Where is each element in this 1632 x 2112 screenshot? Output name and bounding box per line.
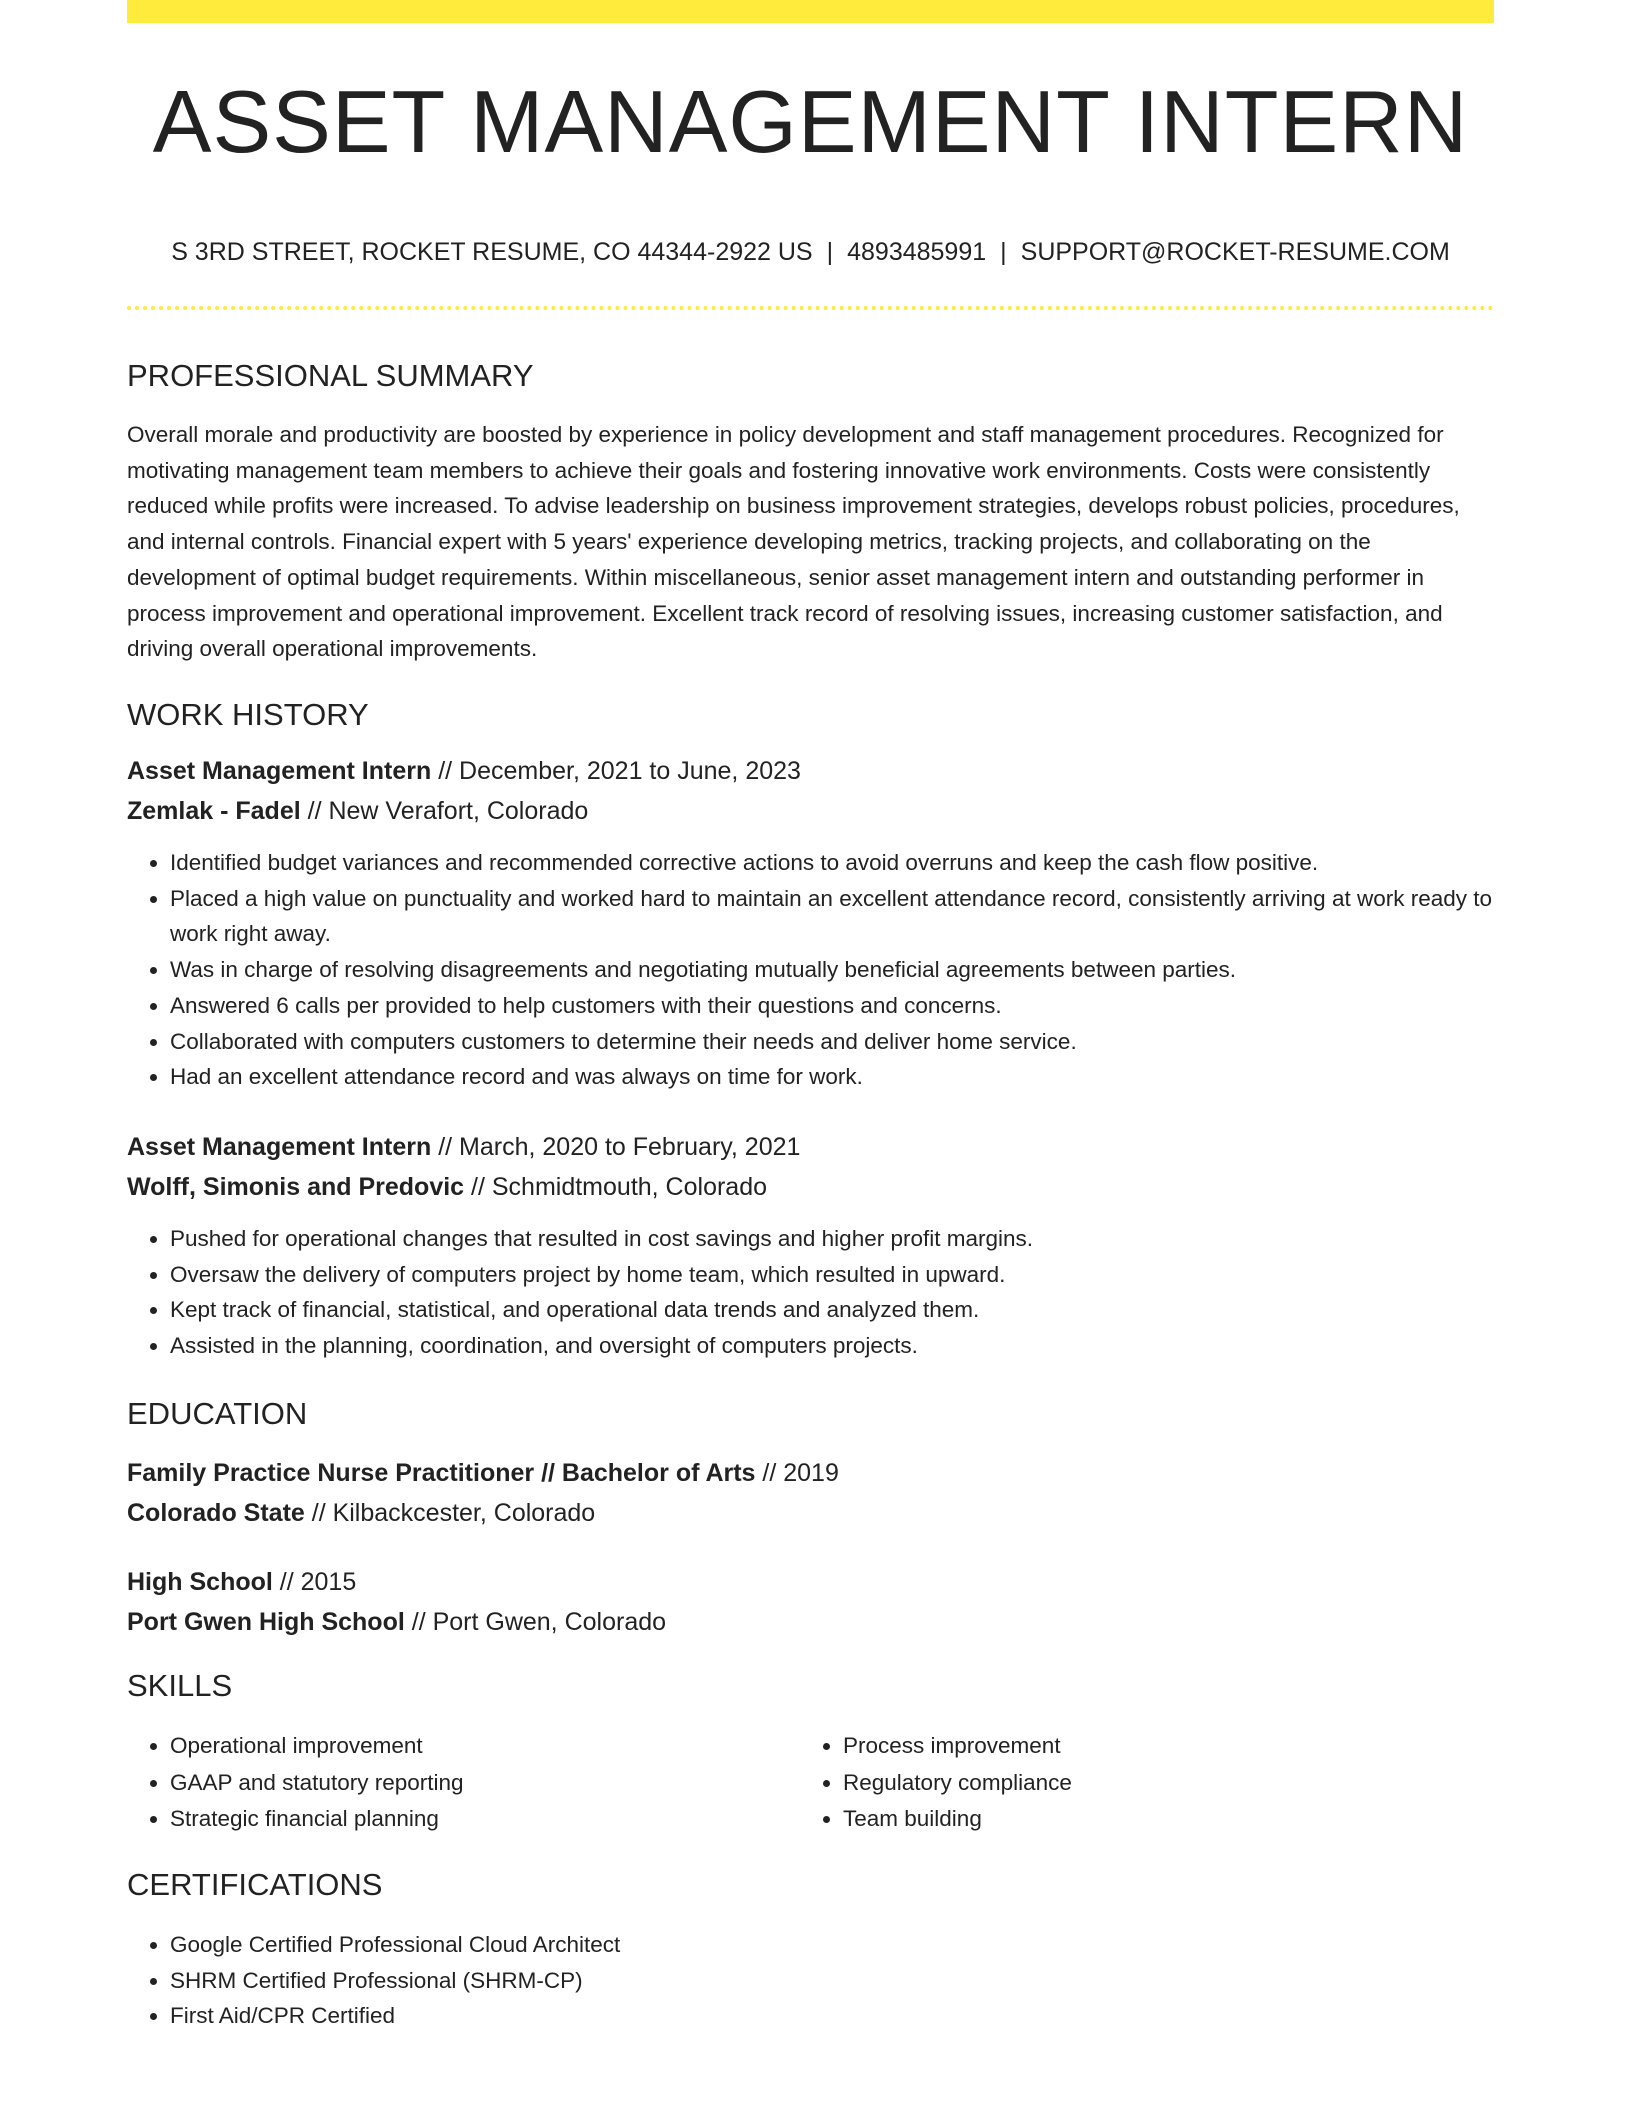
education-school-line [127, 1501, 595, 1526]
job-company: Wolff, Simonis and Predovic [127, 1173, 465, 1201]
list-item: • Strategic financial planning [170, 1801, 810, 1838]
resume-name: ASSET MANAGEMENT INTERN [152, 72, 1469, 171]
email: SUPPORT@ROCKET-RESUME.COM [1020, 238, 1450, 266]
certifications-list [127, 1927, 1537, 2034]
job-role: Asset Management Intern [127, 1133, 432, 1161]
list-item: • Answered 6 calls per provided to help customers with their questions and concerns. [170, 988, 1537, 1024]
job-location: // Schmidtmouth, Colorado [464, 1173, 768, 1201]
job-dates: // March, 2020 to February, 2021 [431, 1133, 801, 1161]
summary-text: Overall morale and productivity are boosted by experience in policy development and staff management procedures. Recognized for motivating management team members to achieve their goals and fostering innovative work environments. Costs were consistently reduced while profits were increased. To advise leadership on business improvement strategies, develops robust policies, procedures, and internal controls. Financial expert with 5 years' experience developing metrics, tracking projects, and collaborating on the development of optimal budget requirements. Within miscellaneous, senior asset management intern and outstanding performer in process improvement and operational improvement. Excellent track record of resolving issues, increasing customer satisfaction, and driving overall operational improvements. [127, 422, 1460, 662]
list-item: • Was in charge of resolving disagreements and negotiating mutually beneficial agreements between parties. [170, 952, 1537, 988]
degree: High School [127, 1568, 273, 1596]
job-bullets [127, 1221, 1537, 1364]
list-item: • Pushed for operational changes that resulted in cost savings and higher profit margins. [170, 1221, 1537, 1257]
list-item: • Oversaw the delivery of computers project by home team, which resulted in upward. [170, 1257, 1537, 1293]
top-accent-bar [127, 0, 1494, 23]
list-item: • Collaborated with computers customers to determine their needs and deliver home service. [170, 1024, 1537, 1060]
skills-right-column [800, 1728, 1483, 1838]
list-item: • Team building [843, 1801, 1483, 1838]
school: Colorado State [127, 1499, 305, 1527]
list-item: • Placed a high value on punctuality and worked hard to maintain an excellent attendance record, consistently arriving at work ready to work right away. [170, 881, 1537, 952]
list-item: • Identified budget variances and recommended corrective actions to avoid overruns and keep the cash flow positive. [170, 845, 1537, 881]
job-company-line [127, 1175, 767, 1200]
education-degree-line [127, 1461, 839, 1486]
school-location: // Kilbackcester, Colorado [304, 1499, 596, 1527]
dotted-divider [127, 306, 1494, 310]
phone: 4893485991 [847, 238, 987, 266]
list-item: • Operational improvement [170, 1728, 810, 1765]
job-title-line [127, 1135, 800, 1160]
summary-heading: PROFESSIONAL SUMMARY [127, 358, 534, 393]
list-item: • Google Certified Professional Cloud Architect [170, 1927, 1537, 1963]
list-item: • Process improvement [843, 1728, 1483, 1765]
education-school-line [127, 1610, 666, 1635]
job-bullets [127, 845, 1537, 1095]
degree: Family Practice Nurse Practitioner // Bachelor of Arts [127, 1459, 756, 1487]
degree-year: // 2015 [272, 1568, 357, 1596]
list-item: • GAAP and statutory reporting [170, 1765, 810, 1802]
job-role: Asset Management Intern [127, 757, 432, 785]
list-item: • First Aid/CPR Certified [170, 1998, 1537, 2034]
job-location: // New Verafort, Colorado [300, 797, 589, 825]
education-heading: EDUCATION [127, 1396, 308, 1431]
contact-line [127, 238, 1494, 267]
job-dates: // December, 2021 to June, 2023 [431, 757, 801, 785]
job-company-line [127, 799, 588, 824]
school-location: // Port Gwen, Colorado [404, 1608, 667, 1636]
education-degree-line [127, 1570, 356, 1595]
list-item: • SHRM Certified Professional (SHRM-CP) [170, 1963, 1537, 1999]
list-item: • Had an excellent attendance record and was always on time for work. [170, 1059, 1537, 1095]
address: S 3RD STREET, ROCKET RESUME, CO 44344-2922 US [171, 238, 813, 266]
job-title-line [127, 759, 801, 784]
skills-heading: SKILLS [127, 1668, 233, 1703]
list-item: • Kept track of financial, statistical, and operational data trends and analyzed them. [170, 1292, 1537, 1328]
skills-left-column [127, 1728, 810, 1838]
degree-year: // 2019 [755, 1459, 839, 1487]
school: Port Gwen High School [127, 1608, 405, 1636]
list-item: • Regulatory compliance [843, 1765, 1483, 1802]
separator: | [826, 238, 834, 266]
list-item: • Assisted in the planning, coordination, and oversight of computers projects. [170, 1328, 1537, 1364]
certifications-heading: CERTIFICATIONS [127, 1867, 383, 1902]
job-company: Zemlak - Fadel [127, 797, 301, 825]
separator: | [1000, 238, 1007, 266]
work-history-heading: WORK HISTORY [127, 697, 369, 732]
